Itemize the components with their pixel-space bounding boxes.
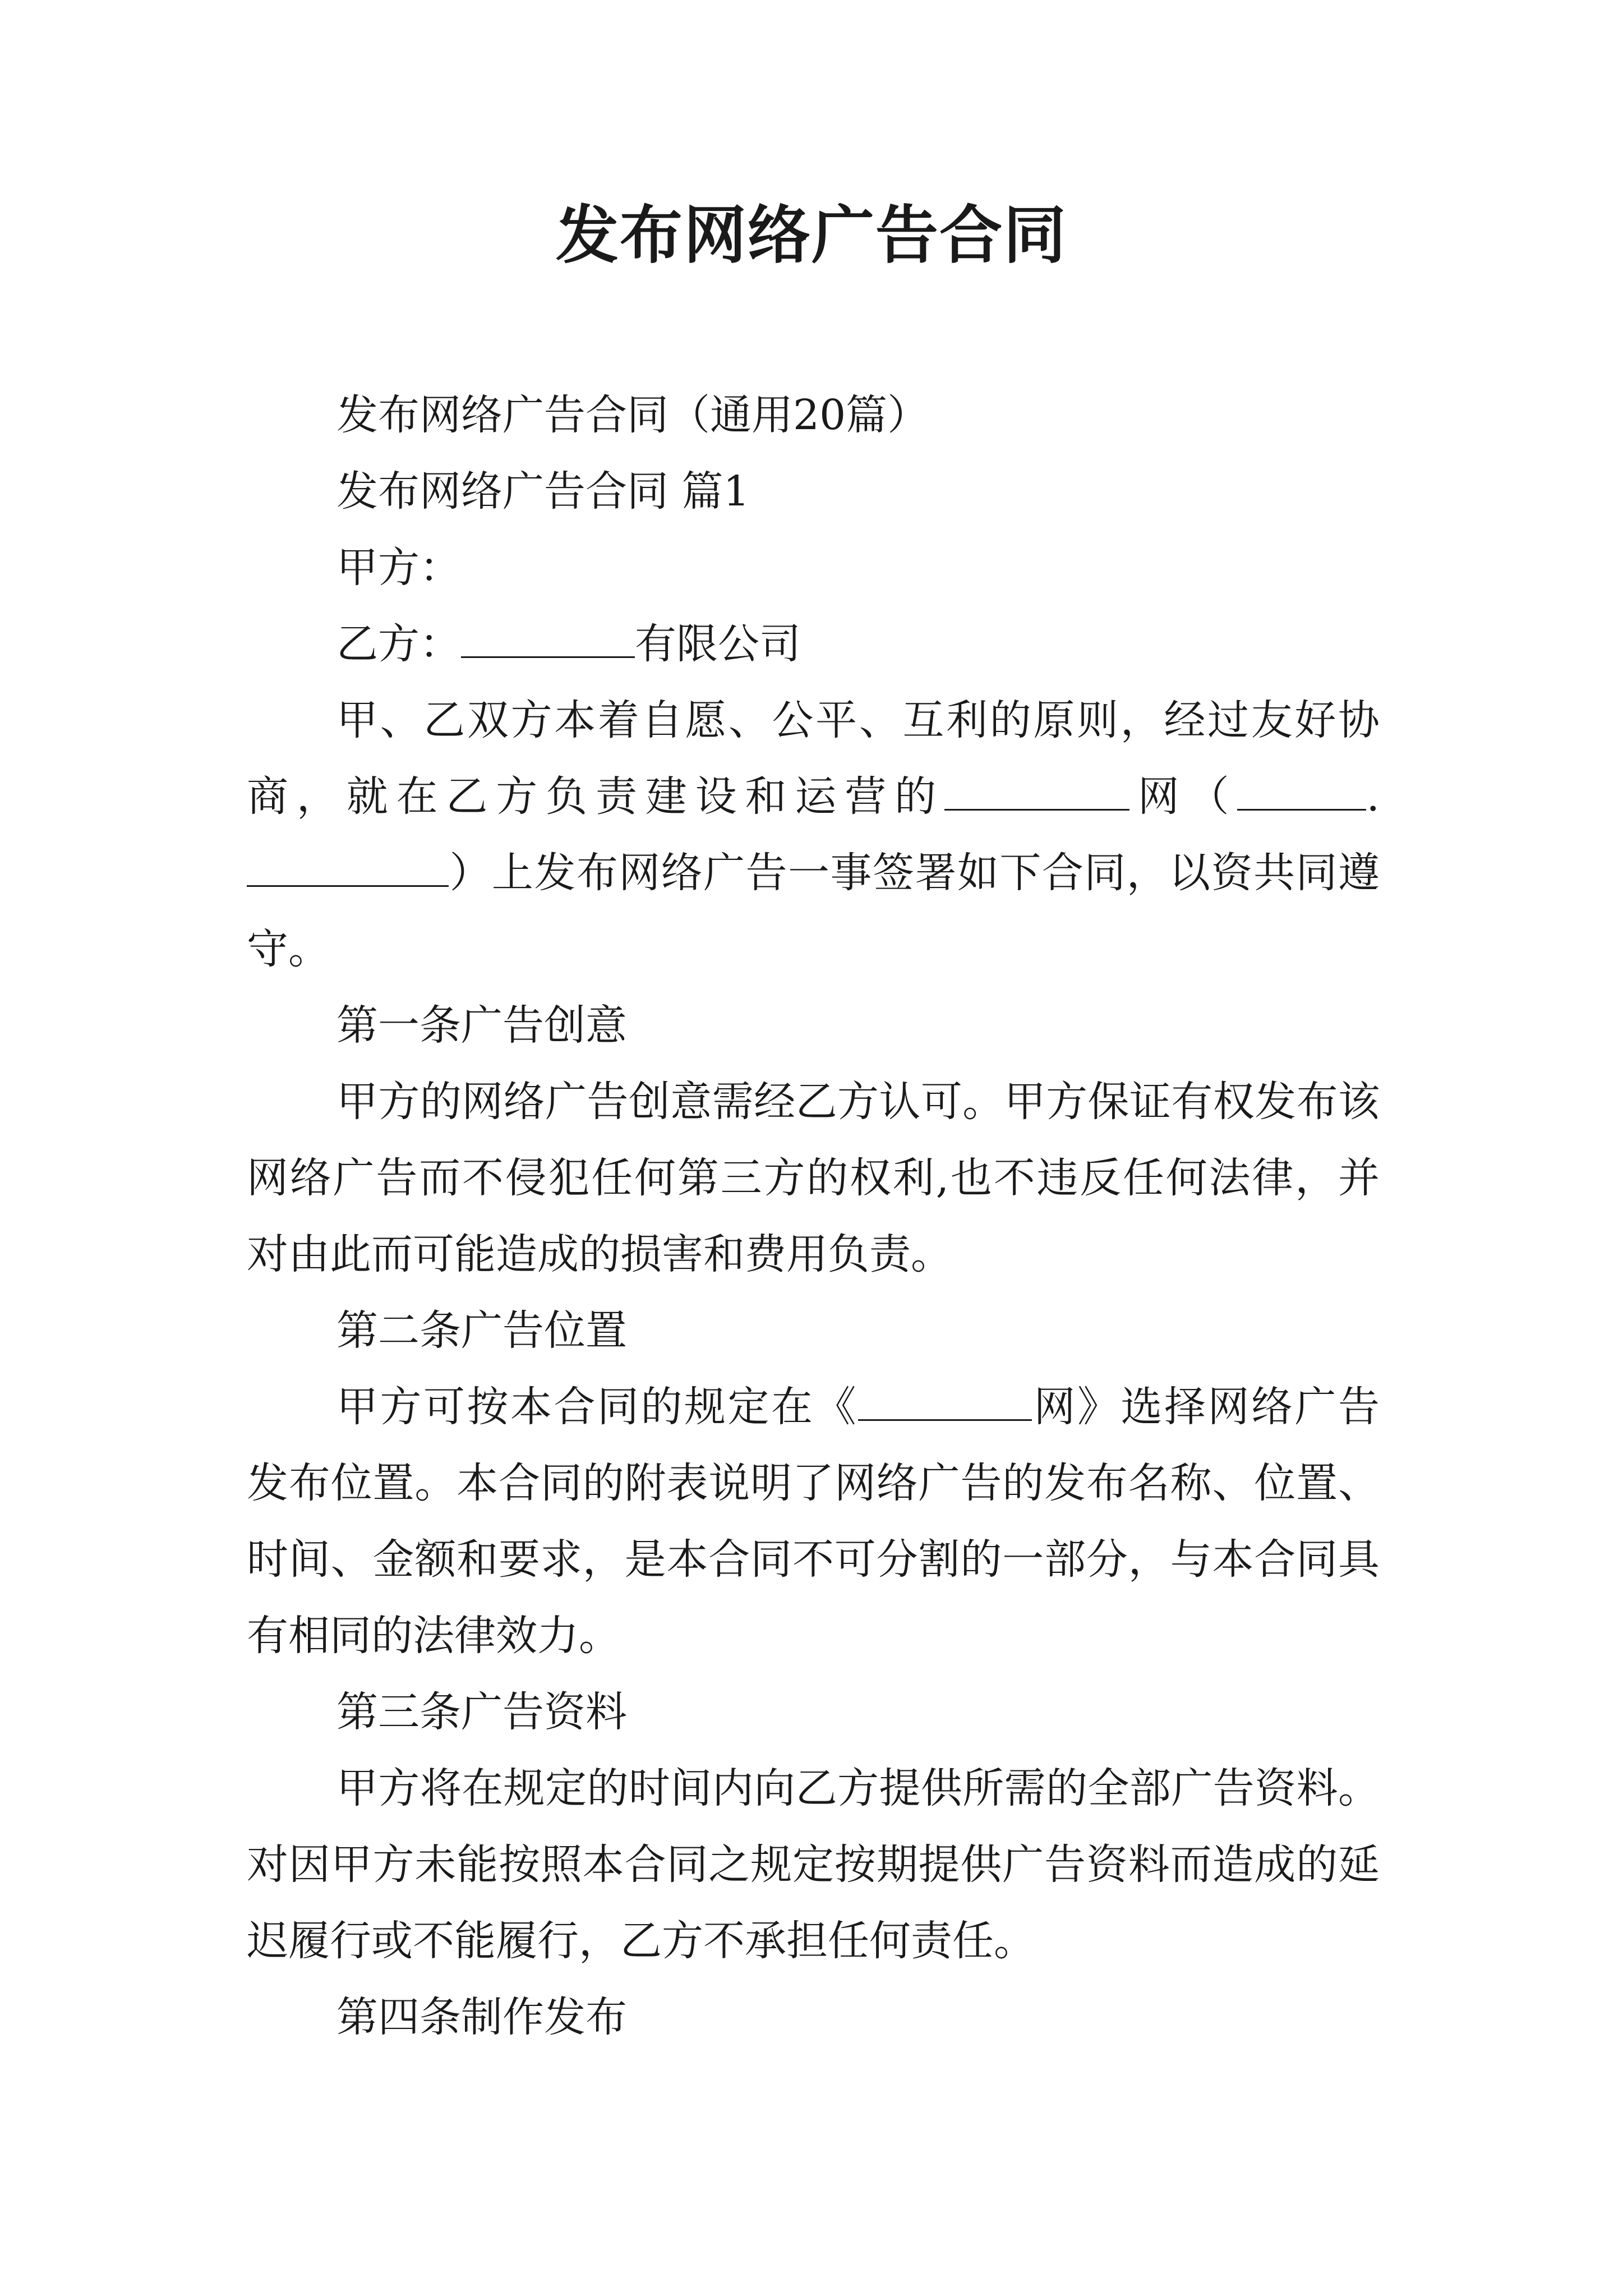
article2-title: 第二条广告位置 — [336, 1306, 627, 1355]
intro-paragraph — [247, 682, 1380, 987]
intro-part4: ）上发布网络广告一事签署如下合同，以资共同遵守。 — [247, 849, 1380, 973]
domain-suffix-blank — [247, 846, 449, 887]
article1-text: 甲方的网络广告创意需经乙方认可。甲方保证有权发布该网络广告而不侵犯任何第三方的权利,也不违反任何法律，并对由此而可能造成的损害和费用负责。 — [247, 1078, 1380, 1278]
article2-website-blank — [858, 1380, 1032, 1421]
document-title: 发布网络广告合同 — [556, 199, 1067, 272]
party-b-label: 乙方： — [336, 620, 461, 668]
party-b-line — [247, 606, 1380, 682]
document-body — [247, 377, 1380, 2055]
party-a-line — [247, 530, 1380, 606]
intro-part1: 甲、乙双方本着自愿、公平、互利的原则，经过友好协商，就在乙方负责建设和运营的 — [247, 696, 1380, 821]
article4-title: 第四条制作发布 — [336, 1993, 627, 2041]
article2-part2: 网》选择网络广告发布位置。本合同的附表说明了网络广告的发布名称、位置、时间、金额和要求，是本合同不可分割的一部分，与本合同具有相同的法律效力。 — [247, 1383, 1380, 1660]
intro-part2: 网（ — [1129, 772, 1238, 821]
party-a-label: 甲方： — [336, 544, 461, 592]
party-b-name-blank — [461, 617, 635, 658]
section-heading: 发布网络广告合同 篇1 — [336, 467, 750, 516]
article3-text: 甲方将在规定的时间内向乙方提供所需的全部广告资料。对因甲方未能按照本合同之规定按期提供广告资料而造成的延迟履行或不能履行，乙方不承担任何责任。 — [247, 1764, 1380, 1965]
intro-part3: . — [1366, 772, 1380, 821]
website-name-blank — [944, 770, 1129, 811]
subtitle: 发布网络广告合同（通用20篇） — [336, 391, 929, 439]
domain-prefix-blank — [1237, 770, 1366, 811]
article1-title: 第一条广告创意 — [336, 1001, 627, 1050]
article2-text — [247, 1369, 1380, 1674]
party-b-suffix: 有限公司 — [635, 620, 801, 668]
article2-part1: 甲方可按本合同的规定在《 — [336, 1383, 858, 1431]
article3-title: 第三条广告资料 — [336, 1688, 627, 1736]
